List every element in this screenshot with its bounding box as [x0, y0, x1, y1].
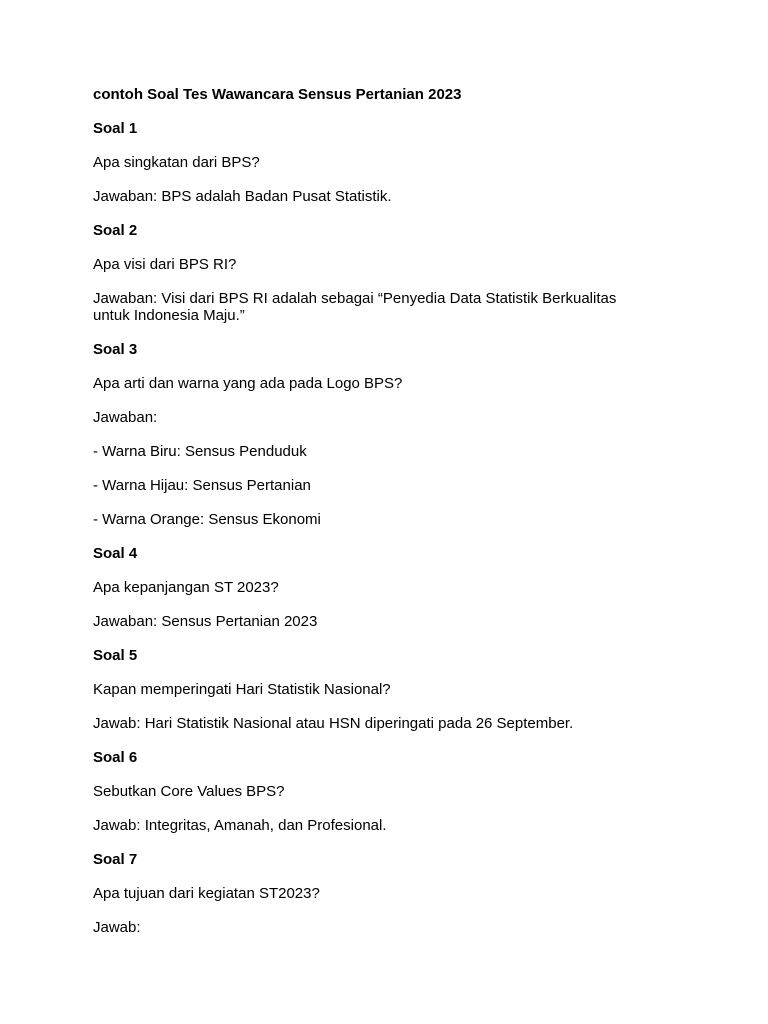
document-title: contoh Soal Tes Wawancara Sensus Pertanian 2023	[93, 86, 462, 103]
question-heading: Soal 3	[93, 341, 138, 358]
question-text: Apa kepanjangan ST 2023?	[93, 579, 279, 596]
answer-text-continued: untuk Indonesia Maju.”	[93, 307, 245, 324]
question-text: Apa singkatan dari BPS?	[93, 154, 260, 171]
answer-list-item: - Warna Hijau: Sensus Pertanian	[93, 477, 311, 494]
answer-text: Jawab: Integritas, Amanah, dan Profesional.	[93, 817, 387, 834]
answer-list-item: - Warna Biru: Sensus Penduduk	[93, 443, 307, 460]
question-heading: Soal 4	[93, 545, 138, 562]
question-heading: Soal 7	[93, 851, 138, 868]
question-text: Kapan memperingati Hari Statistik Nasional?	[93, 681, 391, 698]
question-heading: Soal 5	[93, 647, 138, 664]
question-heading: Soal 1	[93, 120, 138, 137]
question-text: Apa arti dan warna yang ada pada Logo BPS?	[93, 375, 403, 392]
answer-list-item: - Warna Orange: Sensus Ekonomi	[93, 511, 321, 528]
answer-text: Jawab:	[93, 919, 141, 936]
question-heading: Soal 6	[93, 749, 138, 766]
question-text: Apa tujuan dari kegiatan ST2023?	[93, 885, 320, 902]
answer-text: Jawaban: BPS adalah Badan Pusat Statistik.	[93, 188, 392, 205]
answer-text: Jawaban:	[93, 409, 158, 426]
question-heading: Soal 2	[93, 222, 138, 239]
answer-text: Jawab: Hari Statistik Nasional atau HSN diperingati pada 26 September.	[93, 715, 574, 732]
answer-text: Jawaban: Sensus Pertanian 2023	[93, 613, 318, 630]
question-text: Sebutkan Core Values BPS?	[93, 783, 285, 800]
question-text: Apa visi dari BPS RI?	[93, 256, 237, 273]
answer-text: Jawaban: Visi dari BPS RI adalah sebagai “Penyedia Data Statistik Berkualitas	[93, 290, 617, 307]
document-page	[93, 86, 693, 936]
